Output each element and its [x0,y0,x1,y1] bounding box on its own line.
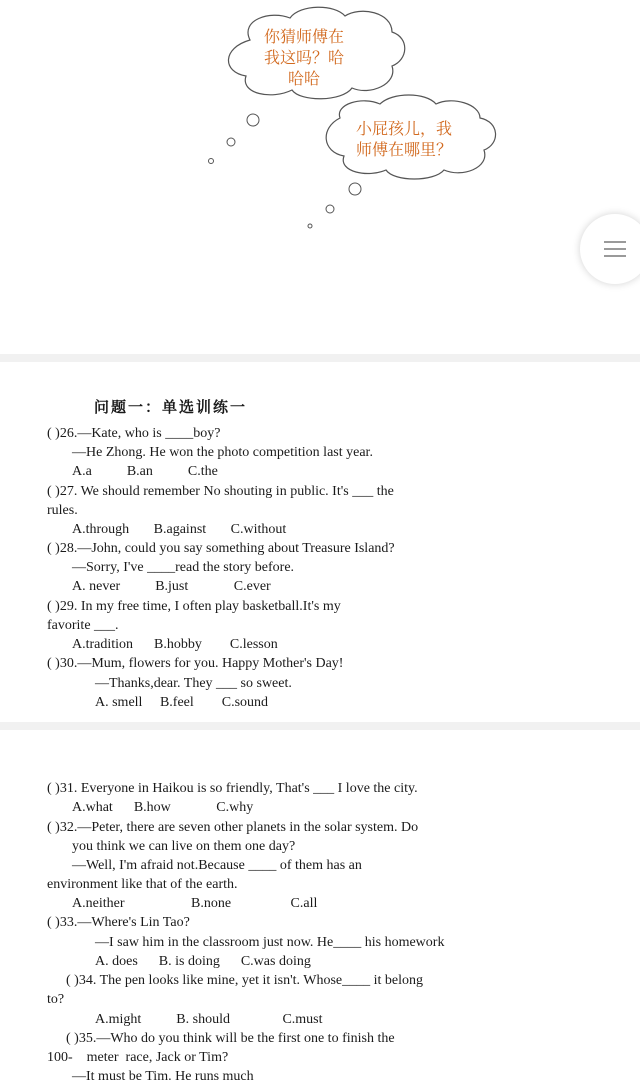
question-line: ( )26.—Kate, who is ____boy? [47,426,221,441]
question-options: A. does B. is doing C.was doing [95,954,311,969]
bubble-line: 我这吗？哈 [263,48,344,67]
hamburger-menu-icon-bar [604,255,626,257]
trail-circle [308,224,312,228]
question-line: —I saw him in the classroom just now. He____ his homework [95,935,445,950]
question-line: you think we can live on them one day? [72,839,296,854]
trail-circle [326,205,334,213]
question-line: ( )28.—John, could you say something about Treasure Island? [47,541,395,556]
question-line: ( )34. The pen looks like mine, yet it isn't. Whose____ it belong [66,973,424,988]
question-line: ( )32.—Peter, there are seven other planets in the solar system. Do [47,820,419,835]
bubble-line: 哈哈 [287,69,320,88]
question-options: A.a B.an C.the [72,464,218,479]
question-options: A.might B. should C.must [95,1012,323,1027]
question-line: —It must be Tim. He runs much [72,1069,254,1084]
question-line: environment like that of the earth. [47,877,238,892]
question-options: A.through B.against C.without [72,522,287,537]
question-line: ( )33.—Where's Lin Tao? [47,915,190,930]
question-line: —Thanks,dear. They ___ so sweet. [95,676,292,691]
left-bubble-text [248,26,360,89]
question-options: A.what B.how C.why [72,800,254,815]
hamburger-menu-icon [604,241,626,243]
bubble-line: 你猜师傅在 [263,27,344,46]
question-line: favorite ___. [47,618,119,633]
question-line: 100- meter race, Jack or Tim? [47,1050,229,1065]
question-line: ( )30.—Mum, flowers for you. Happy Mother's Day! [47,656,344,671]
question-options: A. smell B.feel C.sound [95,695,269,710]
trail-circle [349,183,361,195]
right-bubble-text [346,118,462,160]
question-line: —Well, I'm afraid not.Because ____ of them has an [72,858,362,873]
trail-circle [247,114,259,126]
section-divider [0,354,640,362]
question-options: A.neither B.none C.all [72,896,318,911]
trail-circle [209,159,214,164]
question-line: ( )35.—Who do you think will be the first one to finish the [66,1031,395,1046]
question-options: A. never B.just C.ever [72,579,271,594]
trail-circle [227,138,235,146]
question-line: ( )29. In my free time, I often play basketball.It's my [47,599,341,614]
question-line: rules. [47,503,78,518]
section-heading: 问题一：单选训练一 [94,398,248,416]
bubble-line: 师傅在哪里？ [355,140,452,159]
section-divider [0,722,640,730]
question-line: —Sorry, I've ____read the story before. [72,560,295,575]
question-line: ( )31. Everyone in Haikou is so friendly, That's ___ I love the city. [47,781,418,796]
floating-menu-button[interactable] [580,214,640,284]
bubble-line: 小屁孩儿，我 [355,119,452,138]
hamburger-menu-icon-bar [604,248,626,250]
question-line: ( )27. We should remember No shouting in public. It's ___ the [47,484,394,499]
question-line: to? [47,992,65,1007]
question-options: A.tradition B.hobby C.lesson [72,637,278,652]
question-line: —He Zhong. He won the photo competition last year. [72,445,373,460]
